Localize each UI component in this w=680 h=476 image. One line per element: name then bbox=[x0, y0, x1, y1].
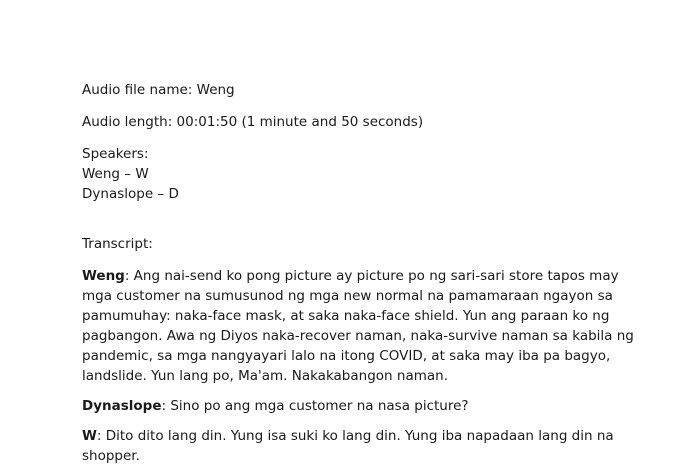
turn-text: : Dito dito lang din. Yung isa suki ko lang din. Yung iba napadaan lang din na shopper. bbox=[82, 428, 614, 464]
speaker-name: W bbox=[82, 428, 97, 444]
speakers-section bbox=[82, 144, 642, 204]
speaker-entry: Dynaslope – D bbox=[82, 186, 179, 202]
audio-file-name: Audio file name: Weng bbox=[82, 82, 235, 98]
transcript-turn bbox=[82, 396, 642, 416]
turn-text: : Ang nai-send ko pong picture ay picture po ng sari-sari store tapos may mga customer na sumusunod ng mga new normal na pamamaraan ngayon sa pamumuhay: naka-face mask, at saka naka-face shield. Yun ang paraan ko ng pagbangon. Awa ng Diyos naka-recover naman, naka-survive naman sa kabila ng pandemic, sa mga nangyayari lalo na itong COVID, at saka may iba pa bagyo, landslide. Yun lang po, Ma'am. Nakakabangon naman. bbox=[82, 268, 634, 384]
transcript-heading: Transcript: bbox=[82, 236, 153, 252]
speaker-entry: Weng – W bbox=[82, 166, 149, 182]
transcript-turn bbox=[82, 266, 642, 386]
speakers-heading: Speakers: bbox=[82, 146, 149, 162]
speaker-name: Dynaslope bbox=[82, 398, 162, 414]
turn-text: : Sino po ang mga customer na nasa picture? bbox=[161, 398, 469, 414]
transcript-turn bbox=[82, 426, 642, 466]
speaker-name: Weng bbox=[82, 268, 125, 284]
document-body bbox=[82, 80, 642, 476]
audio-length: Audio length: 00:01:50 (1 minute and 50 seconds) bbox=[82, 114, 424, 130]
